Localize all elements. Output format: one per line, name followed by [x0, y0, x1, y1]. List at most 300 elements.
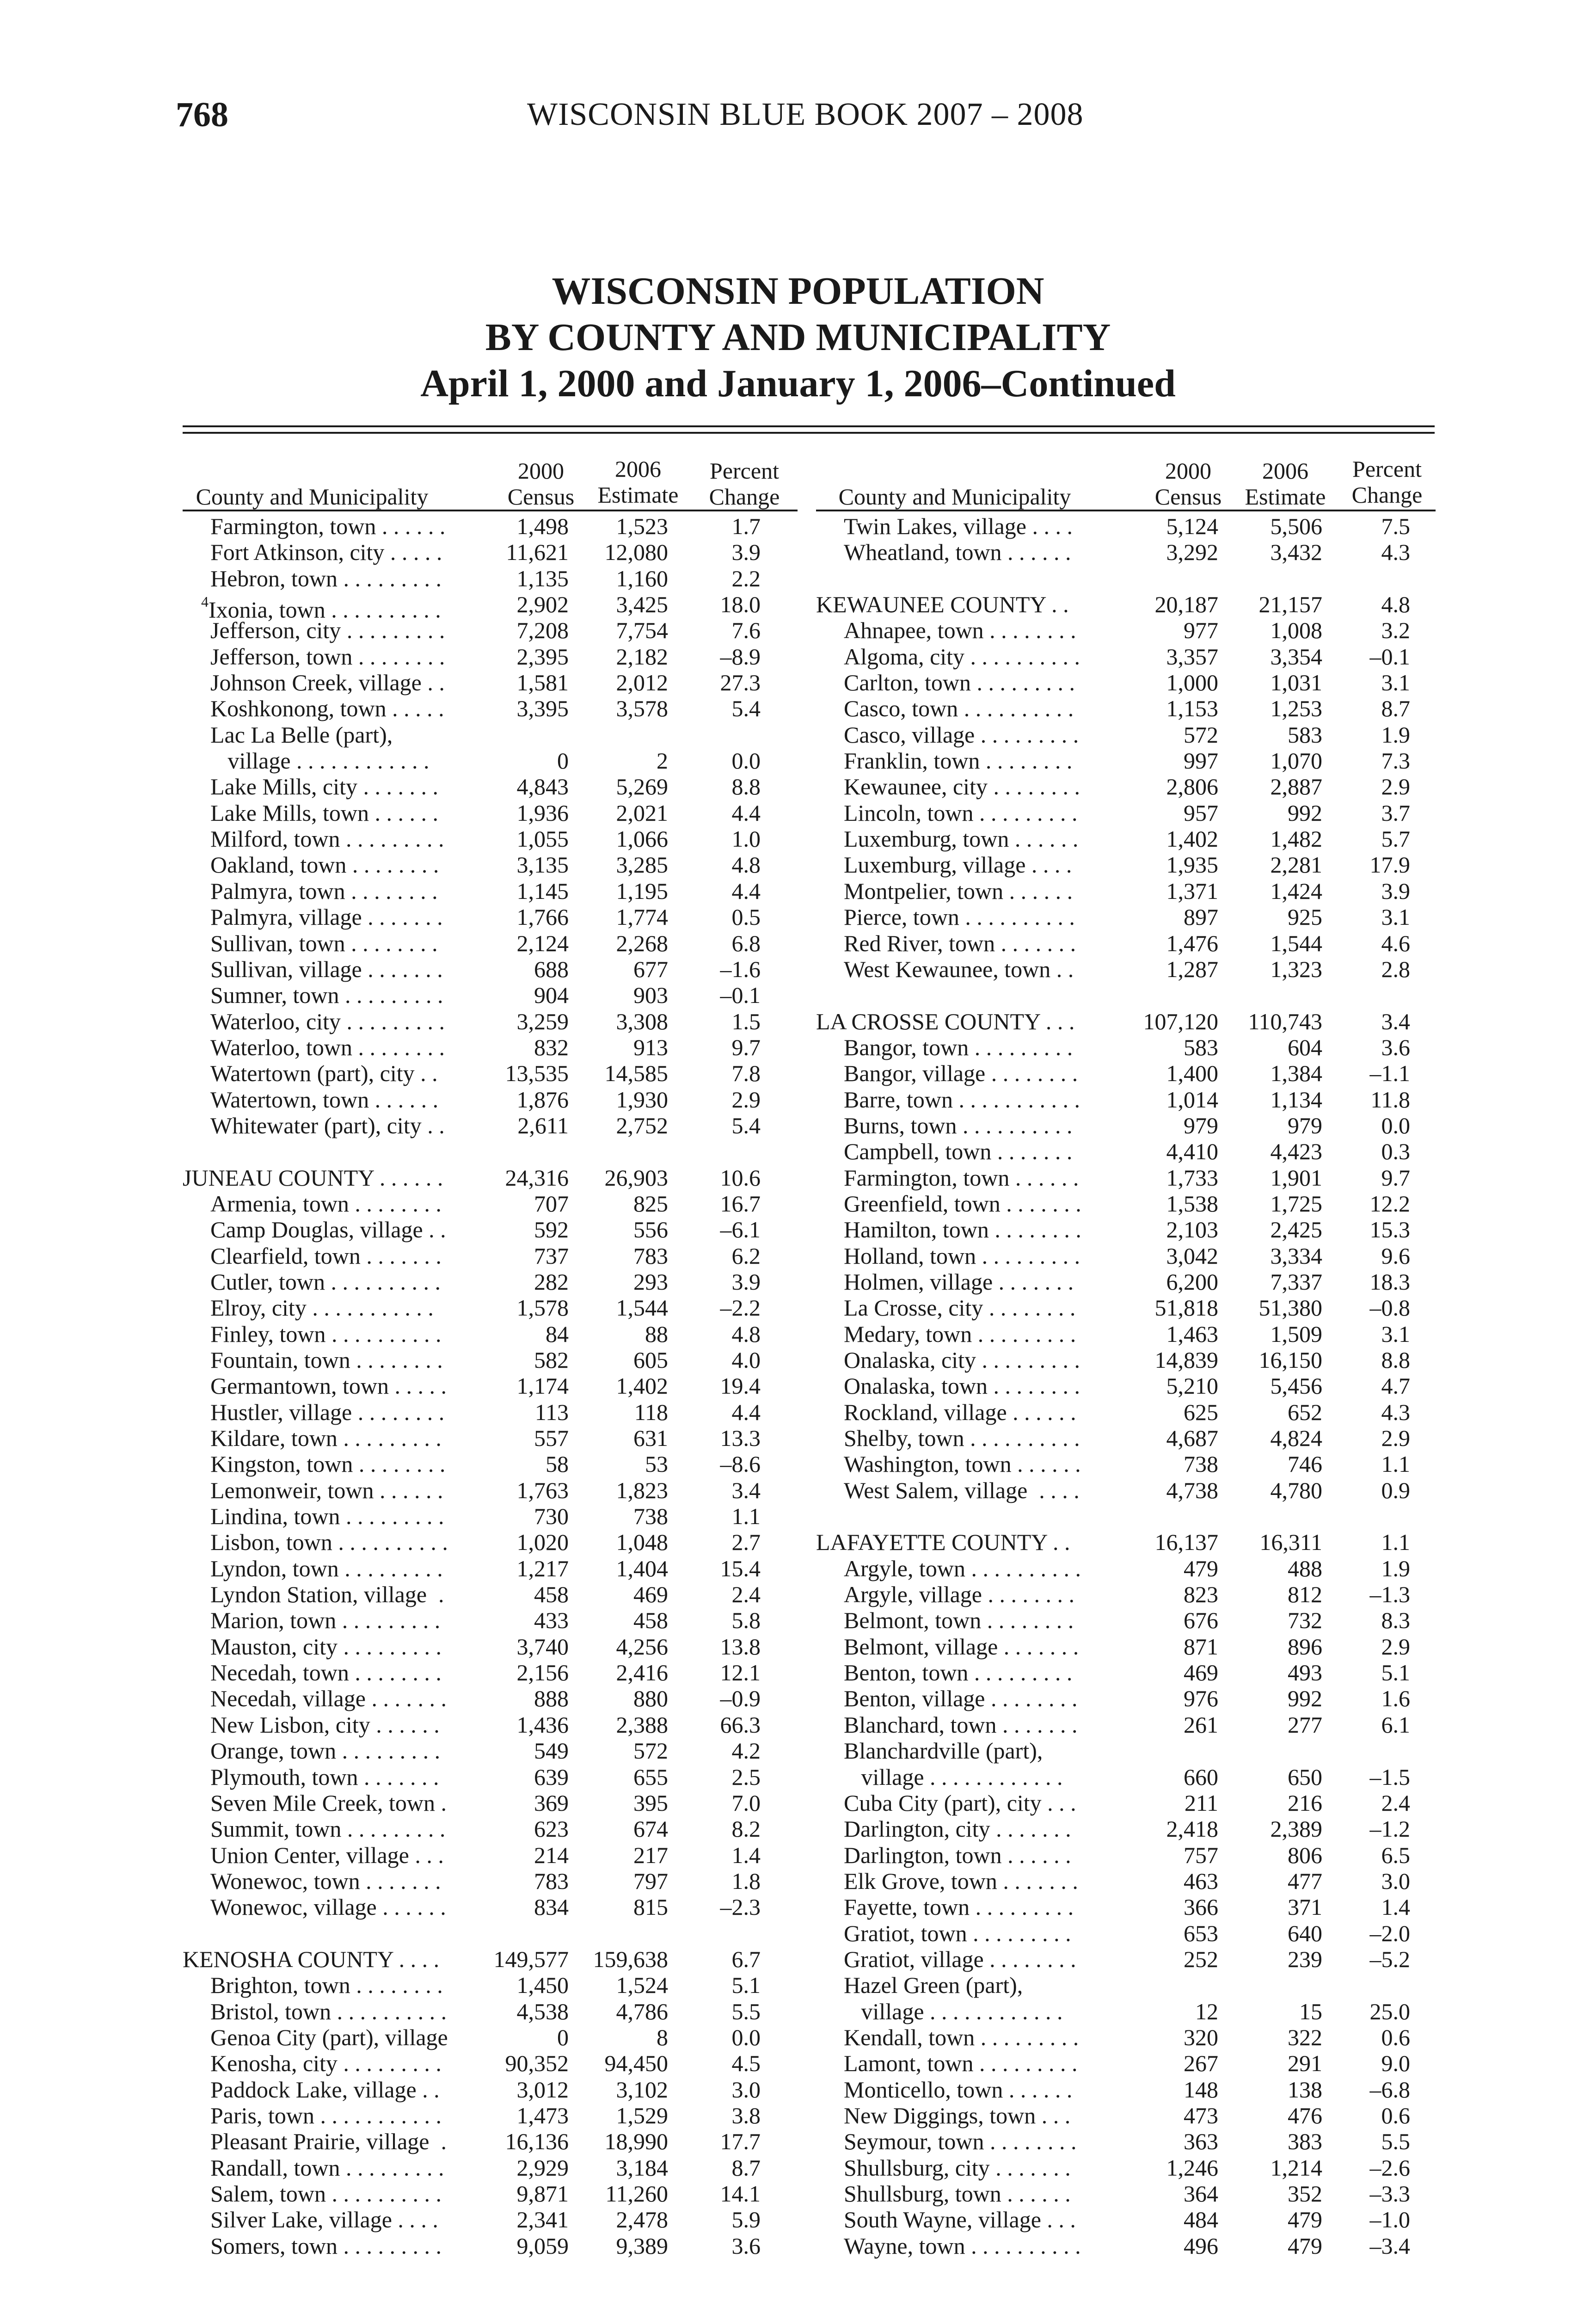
table-row	[183, 2128, 798, 2154]
estimate-value: 880	[633, 1685, 668, 1712]
header-change-top: Percent	[710, 458, 779, 484]
census-value: 1,463	[1166, 1321, 1218, 1347]
change-value: 4.7	[1381, 1373, 1410, 1399]
municipality-name	[844, 2103, 1070, 2128]
municipality-label: Whitewater (part), city . .	[210, 1112, 445, 1138]
municipality-name	[210, 1581, 444, 1607]
estimate-value: 7,337	[1270, 1268, 1322, 1295]
census-value: 2,124	[516, 930, 569, 956]
table-row	[816, 1738, 1436, 1764]
estimate-value: 371	[1288, 1894, 1322, 1920]
census-value: 3,740	[516, 1633, 569, 1660]
census-value: 5,210	[1166, 1373, 1218, 1399]
table-row	[183, 1477, 798, 1503]
table-row	[183, 1347, 798, 1373]
table-row	[816, 1295, 1436, 1321]
change-value: 9.7	[1381, 1164, 1410, 1191]
municipality-name	[210, 722, 393, 748]
municipality-name	[844, 1920, 1071, 1946]
municipality-name	[210, 1347, 443, 1373]
municipality-name	[210, 2155, 444, 2181]
header-underline	[183, 510, 798, 511]
municipality-label: New Diggings, town . . .	[844, 2102, 1071, 2128]
census-value: 13,535	[505, 1060, 569, 1087]
header-change-top: Percent	[1352, 456, 1422, 482]
estimate-value: 650	[1288, 1764, 1322, 1790]
census-value: 1,763	[516, 1477, 569, 1503]
table-row	[183, 904, 798, 930]
change-value: 0.5	[731, 904, 761, 930]
census-value: 707	[534, 1190, 569, 1217]
municipality-name	[844, 1842, 1071, 1868]
change-value: 8.8	[1381, 1347, 1410, 1373]
change-value: 12.1	[720, 1660, 761, 1686]
table-row	[816, 1138, 1436, 1164]
municipality-name	[844, 1477, 1080, 1503]
estimate-value: 51,380	[1258, 1295, 1322, 1321]
municipality-label: Belmont, town . . . . . . . .	[844, 1607, 1074, 1634]
change-value: 0.0	[731, 2024, 761, 2050]
census-value: 1,400	[1166, 1060, 1218, 1087]
table-row	[183, 644, 798, 670]
municipality-label: Wheatland, town . . . . . .	[844, 539, 1071, 566]
table-row	[816, 617, 1436, 643]
municipality-name	[844, 2181, 1071, 2207]
municipality-label: Twin Lakes, village . . . .	[844, 513, 1073, 539]
estimate-value: 556	[633, 1217, 668, 1243]
census-value: 1,174	[516, 1373, 569, 1399]
change-value: 1.1	[1381, 1451, 1410, 1477]
census-value: 3,395	[516, 695, 569, 722]
change-value: 8.2	[731, 1816, 761, 1842]
table-row	[183, 1634, 798, 1660]
municipality-name	[844, 1087, 1080, 1113]
table-row	[816, 513, 1436, 539]
municipality-label: Paris, town . . . . . . . . . . .	[210, 2102, 442, 2128]
table-row	[183, 1581, 798, 1607]
municipality-name	[210, 878, 438, 904]
municipality-label: Armenia, town . . . . . . . .	[210, 1190, 442, 1217]
table-row	[183, 1087, 798, 1113]
table-row	[816, 2077, 1436, 2103]
municipality-name	[210, 904, 443, 930]
census-value: 4,738	[1166, 1477, 1218, 1503]
municipality-label: Lemonweir, town . . . . . .	[210, 1477, 443, 1503]
header-census-top: 2000	[1165, 458, 1211, 484]
estimate-value: 395	[633, 1789, 668, 1816]
change-value: 6.5	[1381, 1842, 1410, 1868]
change-value: 0.0	[1381, 1112, 1410, 1138]
municipality-name	[844, 904, 1075, 930]
estimate-value: 652	[1288, 1399, 1322, 1425]
change-value: 3.1	[1381, 670, 1410, 696]
change-value: 5.9	[731, 2207, 761, 2233]
table-row	[183, 1790, 798, 1816]
estimate-value: 4,786	[616, 1998, 668, 2024]
estimate-value: 18,990	[604, 2128, 668, 2155]
change-value: 3.9	[731, 1268, 761, 1295]
municipality-label: Onalaska, city . . . . . . . . .	[844, 1347, 1080, 1373]
change-value: 3.7	[1381, 799, 1410, 826]
municipality-label: Watertown, town . . . . . .	[210, 1086, 439, 1113]
table-row	[816, 826, 1436, 852]
change-value: 66.3	[720, 1711, 761, 1738]
census-value: 479	[1184, 1555, 1218, 1581]
table-row	[183, 1503, 798, 1529]
municipality-name	[210, 1660, 442, 1685]
census-value: 737	[534, 1242, 569, 1269]
estimate-value: 3,354	[1270, 643, 1322, 670]
estimate-value: 493	[1288, 1660, 1322, 1686]
right-rows	[816, 513, 1436, 2259]
table-row	[183, 1998, 798, 2024]
municipality-label: Plymouth, town . . . . . . .	[210, 1764, 439, 1790]
estimate-value: 2,281	[1270, 852, 1322, 878]
municipality-label: Necedah, village . . . . . . .	[210, 1685, 447, 1712]
municipality-name	[210, 1008, 445, 1034]
municipality-label: Kewaunee, city . . . . . . . .	[844, 774, 1080, 800]
municipality-name	[844, 1399, 1076, 1425]
table-row	[816, 566, 1436, 591]
municipality-name	[210, 1477, 443, 1503]
change-value: –0.1	[1369, 643, 1410, 670]
municipality-label: Seymour, town . . . . . . . .	[844, 2128, 1077, 2155]
municipality-name	[844, 1321, 1076, 1347]
change-value: 1.1	[1381, 1529, 1410, 1556]
municipality-label: Lake Mills, city . . . . . . .	[210, 774, 438, 800]
estimate-value: 5,456	[1270, 1373, 1322, 1399]
table-row	[183, 513, 798, 539]
census-value: 0	[557, 748, 569, 774]
census-value: 1,246	[1166, 2154, 1218, 2181]
change-value: 1.5	[731, 1008, 761, 1034]
census-value: 3,042	[1166, 1242, 1218, 1269]
municipality-name	[844, 722, 1079, 748]
estimate-value: 88	[645, 1321, 668, 1347]
estimate-value: 1,253	[1270, 695, 1322, 722]
census-value: 5,124	[1166, 513, 1218, 539]
change-value: 2.9	[1381, 1425, 1410, 1451]
change-value: 13.3	[720, 1425, 761, 1451]
change-value: 4.3	[1381, 1399, 1410, 1425]
census-value: 871	[1184, 1633, 1218, 1660]
table-row	[183, 2155, 798, 2181]
census-value: 369	[534, 1789, 569, 1816]
municipality-name	[210, 800, 438, 826]
municipality-label: LA CROSSE COUNTY . . .	[816, 1008, 1075, 1034]
table-row	[816, 852, 1436, 878]
table-row	[816, 1712, 1436, 1738]
municipality-name	[183, 1165, 443, 1191]
change-value: 0.6	[1381, 2024, 1410, 2050]
change-value: 4.2	[731, 1738, 761, 1764]
census-value: 582	[534, 1347, 569, 1373]
municipality-name	[210, 1269, 441, 1295]
census-value: 888	[534, 1685, 569, 1712]
municipality-label: Rockland, village . . . . . .	[844, 1399, 1076, 1425]
census-value: 261	[1184, 1711, 1218, 1738]
table-row	[816, 1920, 1436, 1946]
change-value: 3.8	[731, 2102, 761, 2128]
municipality-label: Hustler, village . . . . . . . .	[210, 1399, 445, 1425]
census-value: 1,217	[516, 1555, 569, 1581]
table-row	[816, 982, 1436, 1008]
census-value: 2,806	[1166, 774, 1218, 800]
census-value: 897	[1184, 904, 1218, 930]
municipality-name	[210, 852, 439, 878]
municipality-label: village . . . . . . . . . . . .	[210, 748, 430, 774]
table-row	[816, 1060, 1436, 1086]
table-row	[183, 1269, 798, 1295]
estimate-value: 1,774	[616, 904, 668, 930]
census-value: 4,538	[516, 1998, 569, 2024]
census-value: 4,410	[1166, 1138, 1218, 1165]
change-value: 4.8	[731, 852, 761, 878]
change-value: 27.3	[720, 670, 761, 696]
municipality-name	[210, 1503, 444, 1529]
top-rule	[183, 425, 1435, 427]
census-value: 1,538	[1166, 1190, 1218, 1217]
census-value: 572	[1184, 721, 1218, 748]
municipality-label: Jefferson, town . . . . . . . .	[210, 643, 445, 670]
title-line-1: WISCONSIN POPULATION	[552, 270, 1044, 313]
estimate-value: 1,482	[1270, 826, 1322, 852]
table-row	[816, 722, 1436, 748]
municipality-label: Lyndon Station, village .	[210, 1581, 444, 1608]
census-value: 463	[1184, 1868, 1218, 1894]
change-value: 6.7	[731, 1946, 761, 1972]
change-value: –3.3	[1369, 2181, 1410, 2207]
change-value: 3.0	[731, 2076, 761, 2103]
change-value: 1.9	[1381, 721, 1410, 748]
municipality-label: Burns, town . . . . . . . . . .	[844, 1112, 1073, 1138]
census-value: 957	[1184, 799, 1218, 826]
census-value: 832	[534, 1034, 569, 1060]
municipality-label: Blanchardville (part),	[844, 1738, 1043, 1764]
table-row	[183, 878, 798, 904]
estimate-value: 674	[633, 1816, 668, 1842]
change-value: 3.2	[1381, 617, 1410, 644]
change-value: 8.3	[1381, 1607, 1410, 1634]
municipality-name	[210, 1451, 445, 1477]
municipality-name	[210, 982, 443, 1008]
estimate-value: 896	[1288, 1633, 1322, 1660]
header-census-top: 2000	[518, 458, 564, 484]
census-value: 977	[1184, 617, 1218, 644]
municipality-name	[844, 539, 1071, 565]
estimate-value: 1,509	[1270, 1321, 1322, 1347]
header-underline	[816, 510, 1436, 511]
municipality-name	[844, 1243, 1080, 1269]
change-value: 7.5	[1381, 513, 1410, 539]
municipality-name	[844, 1113, 1072, 1138]
census-value: 1,153	[1166, 695, 1218, 722]
estimate-value: 925	[1288, 904, 1322, 930]
estimate-value: 476	[1288, 2102, 1322, 2128]
census-value: 1,436	[516, 1711, 569, 1738]
municipality-label: Kendall, town . . . . . . . . .	[844, 2024, 1079, 2050]
municipality-label: Genoa City (part), village	[210, 2024, 448, 2050]
table-row	[183, 774, 798, 799]
census-value: 557	[534, 1425, 569, 1451]
municipality-label: New Lisbon, city . . . . . .	[210, 1711, 440, 1738]
municipality-name	[844, 1712, 1077, 1738]
change-value: 4.5	[731, 2050, 761, 2077]
header-census: Census	[507, 484, 575, 510]
municipality-label: Gratiot, village . . . . . . . .	[844, 1946, 1076, 1972]
municipality-label: Farmington, town . . . . . .	[844, 1164, 1079, 1191]
table-row	[183, 1972, 798, 1998]
change-value: 1.4	[1381, 1894, 1410, 1920]
estimate-value: 2,887	[1270, 774, 1322, 800]
census-value: 549	[534, 1738, 569, 1764]
top-rule-2	[183, 432, 1435, 434]
change-value: 6.2	[731, 1242, 761, 1269]
change-value: 7.0	[731, 1789, 761, 1816]
estimate-value: 2	[657, 748, 668, 774]
municipality-label: Blanchard, town . . . . . . .	[844, 1711, 1078, 1738]
census-value: 583	[1184, 1034, 1218, 1060]
municipality-name	[210, 2103, 442, 2128]
estimate-value: 2,268	[616, 930, 668, 956]
municipality-label: Milford, town . . . . . . . . .	[210, 826, 444, 852]
change-value: –1.0	[1369, 2207, 1410, 2233]
change-value: –3.4	[1369, 2232, 1410, 2259]
estimate-value: 21,157	[1258, 591, 1322, 618]
table-row	[183, 1217, 798, 1242]
municipality-name	[844, 1034, 1073, 1060]
change-value: 3.1	[1381, 904, 1410, 930]
table-row	[816, 1113, 1436, 1138]
municipality-label: Franklin, town . . . . . . . .	[844, 748, 1073, 774]
census-value: 1,000	[1166, 670, 1218, 696]
census-value: 757	[1184, 1842, 1218, 1868]
census-value: 979	[1184, 1112, 1218, 1138]
census-value: 113	[534, 1399, 569, 1425]
county-row	[816, 591, 1436, 617]
census-value: 1,287	[1166, 956, 1218, 982]
census-value: 4,687	[1166, 1425, 1218, 1451]
estimate-value: 1,823	[616, 1477, 668, 1503]
census-value: 320	[1184, 2024, 1218, 2050]
change-value: 9.0	[1381, 2050, 1410, 2077]
census-value: 1,145	[516, 878, 569, 904]
municipality-name	[844, 2233, 1081, 2259]
census-value: 1,450	[516, 1972, 569, 1998]
municipality-name	[844, 852, 1072, 878]
table-row	[183, 1920, 798, 1946]
change-value: 3.0	[1381, 1868, 1410, 1894]
municipality-label: Ahnapee, town . . . . . . . .	[844, 617, 1076, 644]
municipality-label: Benton, town . . . . . . . . .	[844, 1660, 1073, 1686]
municipality-label: KENOSHA COUNTY . . . .	[183, 1946, 440, 1972]
municipality-label: Bangor, town . . . . . . . . .	[844, 1034, 1073, 1060]
municipality-label: La Crosse, city . . . . . . . .	[844, 1295, 1076, 1321]
census-value: 3,292	[1166, 539, 1218, 566]
table-row	[183, 670, 798, 695]
census-value: 1,936	[516, 799, 569, 826]
census-value: 9,871	[516, 2181, 569, 2207]
table-row	[816, 800, 1436, 826]
change-value: –8.9	[720, 643, 761, 670]
change-value: 2.2	[731, 565, 761, 591]
municipality-name	[210, 956, 443, 982]
table-row	[816, 904, 1436, 930]
change-value: –1.6	[720, 956, 761, 982]
census-value: 783	[534, 1868, 569, 1894]
census-value: 6,200	[1166, 1268, 1218, 1295]
municipality-label: Hamilton, town . . . . . . . .	[844, 1217, 1081, 1243]
table-row	[816, 1165, 1436, 1191]
table-row	[183, 1191, 798, 1217]
census-value: 16,136	[505, 2128, 569, 2155]
municipality-name	[210, 2128, 447, 2154]
header-census: Census	[1154, 484, 1222, 510]
estimate-value: 12,080	[604, 539, 668, 566]
table-row	[816, 1191, 1436, 1217]
estimate-value: 322	[1288, 2024, 1322, 2050]
municipality-name	[844, 1816, 1071, 1842]
estimate-value: 3,308	[616, 1008, 668, 1034]
municipality-name	[844, 1217, 1081, 1242]
municipality-name	[844, 1060, 1078, 1086]
municipality-name	[844, 2077, 1072, 2103]
table-row	[816, 1451, 1436, 1477]
estimate-value: 3,578	[616, 695, 668, 722]
estimate-value: 16,150	[1258, 1347, 1322, 1373]
municipality-label: Pierce, town . . . . . . . . . .	[844, 904, 1075, 930]
table-title	[0, 268, 1596, 407]
municipality-name	[844, 878, 1073, 904]
estimate-value: 631	[633, 1425, 668, 1451]
municipality-name	[844, 1269, 1074, 1295]
estimate-value: 1,214	[1270, 2154, 1322, 2181]
table-row	[183, 695, 798, 721]
municipality-name	[844, 1295, 1075, 1321]
municipality-name	[210, 1556, 443, 1581]
table-row	[183, 1399, 798, 1425]
census-value: 623	[534, 1816, 569, 1842]
municipality-name	[844, 1556, 1081, 1581]
census-value: 1,766	[516, 904, 569, 930]
municipality-label: Holmen, village . . . . . . .	[844, 1268, 1074, 1295]
change-value: 18.3	[1369, 1268, 1410, 1295]
census-value: 1,498	[516, 513, 569, 539]
municipality-label: Ixonia, town . . . . . . . . . .	[209, 596, 441, 623]
table-row	[816, 1269, 1436, 1295]
table-row	[816, 1946, 1436, 1972]
table-row	[183, 1842, 798, 1868]
table-row	[183, 800, 798, 826]
estimate-value: 217	[633, 1842, 668, 1868]
estimate-value: 3,425	[616, 591, 668, 618]
municipality-label: village . . . . . . . . . . . .	[844, 1998, 1063, 2024]
estimate-value: 604	[1288, 1034, 1322, 1060]
estimate-value: 1,725	[1270, 1190, 1322, 1217]
table-row	[816, 1972, 1436, 1998]
header-municipality: County and Municipality	[838, 484, 1071, 510]
municipality-label: Union Center, village . . .	[210, 1842, 444, 1868]
municipality-label: Monticello, town . . . . . .	[844, 2076, 1073, 2103]
municipality-name	[844, 1738, 1043, 1764]
left-column	[183, 458, 798, 2259]
change-value: 6.8	[731, 930, 761, 956]
change-value: 1.0	[731, 826, 761, 852]
estimate-value: 1,066	[616, 826, 668, 852]
change-value: –1.5	[1369, 1764, 1410, 1790]
estimate-value: 1,134	[1270, 1086, 1322, 1113]
estimate-value: 1,384	[1270, 1060, 1322, 1087]
